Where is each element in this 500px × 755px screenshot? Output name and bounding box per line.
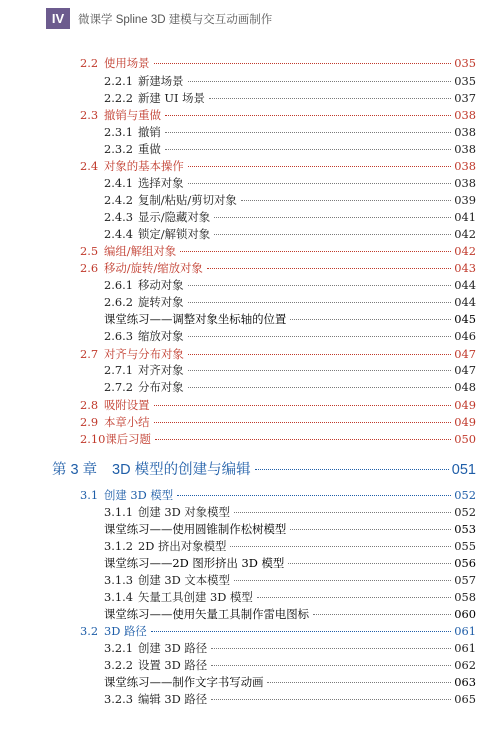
dot-leader — [188, 81, 452, 82]
toc-number: 3.1 — [80, 488, 99, 502]
toc-title: 对象的基本操作 — [104, 159, 184, 173]
toc-number: 2.2.1 — [104, 74, 133, 88]
dot-leader — [211, 648, 451, 649]
toc-title: 2D 挤出对象模型 — [138, 539, 227, 553]
toc-title: 课堂练习——使用矢量工具制作雷电图标 — [104, 607, 310, 621]
toc-title: 本章小结 — [104, 415, 150, 429]
toc-page-number: 061 — [454, 624, 476, 638]
toc-title: 撤销与重做 — [104, 108, 161, 122]
toc-subsection — [104, 328, 476, 344]
toc-number: 2.4.2 — [104, 193, 133, 207]
toc-page-number: 049 — [454, 415, 476, 429]
toc-title: 课后习题 — [105, 432, 151, 446]
toc-section — [80, 107, 476, 123]
dot-leader — [188, 336, 452, 337]
toc-number: 3.2.2 — [104, 658, 133, 672]
toc-number: 3.1.4 — [104, 590, 133, 604]
toc-page-number: 049 — [454, 398, 476, 412]
toc-title: 创建 3D 对象模型 — [138, 505, 230, 519]
toc-title: 编组/解组对象 — [104, 244, 177, 258]
book-title: 微课学 Spline 3D 建模与交互动画制作 — [78, 14, 273, 26]
toc-page-number: 065 — [454, 692, 476, 706]
toc-subsection — [104, 124, 476, 140]
toc-title: 分布对象 — [138, 380, 184, 394]
toc-number: 2.7 — [80, 347, 99, 361]
dot-leader — [255, 469, 449, 470]
dot-leader — [230, 546, 451, 547]
dot-leader — [155, 439, 451, 440]
toc-chapter — [52, 460, 476, 480]
dot-leader — [234, 512, 451, 513]
toc-section — [80, 623, 476, 639]
toc-title: 3D 模型的创建与编辑 — [112, 462, 251, 478]
toc-page-number: 058 — [454, 590, 476, 604]
dot-leader — [165, 149, 451, 150]
toc-title: 使用场景 — [104, 56, 150, 70]
dot-leader — [154, 422, 452, 423]
dot-leader — [165, 132, 451, 133]
toc-number: 2.4.3 — [104, 210, 133, 224]
toc-title: 撤销 — [138, 125, 161, 139]
page-number-badge: IV — [46, 8, 70, 29]
toc-page-number: 052 — [454, 505, 476, 519]
dot-leader — [290, 529, 451, 530]
toc-page-number: 037 — [454, 91, 476, 105]
toc-page-number: 044 — [454, 278, 476, 292]
toc-page-number: 038 — [454, 125, 476, 139]
toc-page-number: 048 — [454, 380, 476, 394]
toc-subsection — [104, 640, 476, 656]
toc-subsection — [104, 538, 476, 554]
toc-section — [80, 414, 476, 430]
toc-page-number: 047 — [454, 347, 476, 361]
toc-subsection — [104, 504, 476, 520]
dot-leader — [188, 183, 452, 184]
toc-page-number: 050 — [454, 432, 476, 446]
toc-subsection — [104, 141, 476, 157]
toc-number: 2.5 — [80, 244, 99, 258]
toc-section — [80, 158, 476, 174]
toc-number: 2.4 — [80, 159, 99, 173]
toc-title: 课堂练习——制作文字书写动画 — [104, 675, 264, 689]
toc-number: 3.1.3 — [104, 573, 133, 587]
dot-leader — [188, 370, 452, 371]
toc-page-number: 035 — [454, 74, 476, 88]
toc-subsection — [104, 175, 476, 191]
toc-page-number: 039 — [454, 193, 476, 207]
toc-number: 3.1.1 — [104, 505, 133, 519]
toc-title: 缩放对象 — [138, 329, 184, 343]
toc-number: 2.10 — [80, 432, 106, 446]
toc-title: 复制/粘贴/剪切对象 — [138, 193, 237, 207]
dot-leader — [241, 200, 451, 201]
toc-number: 2.2.2 — [104, 91, 133, 105]
dot-leader — [154, 63, 452, 64]
toc-exercise — [104, 521, 476, 537]
toc-section — [80, 346, 476, 362]
dot-leader — [188, 302, 452, 303]
toc-title: 创建 3D 路径 — [138, 641, 208, 655]
dot-leader — [257, 597, 452, 598]
toc-title: 显示/隐藏对象 — [138, 210, 211, 224]
toc-exercise — [104, 311, 476, 327]
toc-subsection — [104, 589, 476, 605]
toc-number: 2.4.1 — [104, 176, 133, 190]
toc-number: 2.3.1 — [104, 125, 133, 139]
dot-leader — [234, 580, 451, 581]
toc-page-number: 056 — [454, 556, 476, 570]
toc-subsection — [104, 379, 476, 395]
toc-page-number: 038 — [454, 108, 476, 122]
toc-page-number: 060 — [454, 607, 476, 621]
toc-title: 课堂练习——使用圆锥制作松树模型 — [104, 522, 287, 536]
toc-page-number: 047 — [454, 363, 476, 377]
toc-section — [80, 55, 476, 71]
dot-leader — [313, 614, 451, 615]
toc-page-number: 035 — [454, 56, 476, 70]
dot-leader — [165, 115, 451, 116]
toc-subsection — [104, 73, 476, 89]
toc-number: 2.4.4 — [104, 227, 133, 241]
toc-section — [80, 487, 476, 503]
toc-title: 移动/旋转/缩放对象 — [104, 261, 203, 275]
toc-page-number: 043 — [454, 261, 476, 275]
toc-page-number: 038 — [454, 142, 476, 156]
toc-subsection — [104, 226, 476, 242]
toc-number: 2.7.1 — [104, 363, 133, 377]
toc-number: 2.6.1 — [104, 278, 133, 292]
toc-subsection — [104, 294, 476, 310]
dot-leader — [207, 268, 451, 269]
toc-number: 2.6.3 — [104, 329, 133, 343]
toc-title: 矢量工具创建 3D 模型 — [138, 590, 253, 604]
toc-number: 3.2 — [80, 624, 99, 638]
toc-title: 新建 UI 场景 — [138, 91, 205, 105]
toc-number: 2.7.2 — [104, 380, 133, 394]
toc-exercise — [104, 555, 476, 571]
toc-section — [80, 431, 476, 447]
toc-number: 2.2 — [80, 56, 99, 70]
toc-number: 3.2.1 — [104, 641, 133, 655]
dot-leader — [209, 98, 451, 99]
toc-title: 编辑 3D 路径 — [138, 692, 208, 706]
toc-number: 2.3.2 — [104, 142, 133, 156]
toc-page-number: 042 — [454, 227, 476, 241]
toc-page-number: 053 — [454, 522, 476, 536]
toc-number: 3.1.2 — [104, 539, 133, 553]
toc-number: 2.6 — [80, 261, 99, 275]
dot-leader — [154, 405, 452, 406]
toc-title: 课堂练习——调整对象坐标轴的位置 — [104, 312, 287, 326]
toc-page-number: 045 — [454, 312, 476, 326]
toc-page-number: 038 — [454, 159, 476, 173]
toc-title: 选择对象 — [138, 176, 184, 190]
dot-leader — [211, 699, 451, 700]
toc-title: 新建场景 — [138, 74, 184, 88]
dot-leader — [177, 495, 451, 496]
toc-subsection — [104, 362, 476, 378]
toc-page-number: 044 — [454, 295, 476, 309]
toc-page-number: 042 — [454, 244, 476, 258]
dot-leader — [211, 665, 451, 666]
toc-title: 锁定/解锁对象 — [138, 227, 211, 241]
page-header — [0, 0, 500, 34]
toc-page-number: 055 — [454, 539, 476, 553]
toc-title: 旋转对象 — [138, 295, 184, 309]
toc-number: 2.8 — [80, 398, 99, 412]
toc-section — [80, 397, 476, 413]
dot-leader — [214, 234, 451, 235]
toc-subsection — [104, 691, 476, 707]
toc-title: 对齐对象 — [138, 363, 184, 377]
toc-title: 对齐与分布对象 — [104, 347, 184, 361]
toc-title: 移动对象 — [138, 278, 184, 292]
dot-leader — [151, 631, 451, 632]
toc-number: 3.2.3 — [104, 692, 133, 706]
toc-page-number: 052 — [454, 488, 476, 502]
toc-title: 创建 3D 模型 — [104, 488, 174, 502]
dot-leader — [214, 217, 451, 218]
dot-leader — [188, 166, 452, 167]
toc-subsection — [104, 90, 476, 106]
toc-subsection — [104, 192, 476, 208]
toc-number: 2.3 — [80, 108, 99, 122]
toc-title: 3D 路径 — [104, 624, 147, 638]
toc-subsection — [104, 209, 476, 225]
toc-page-number: 051 — [451, 462, 476, 478]
toc-page-number: 041 — [454, 210, 476, 224]
toc-section — [80, 243, 476, 259]
toc-section — [80, 260, 476, 276]
toc-exercise — [104, 674, 476, 690]
toc-title: 创建 3D 文本模型 — [138, 573, 230, 587]
toc-page-number: 038 — [454, 176, 476, 190]
dot-leader — [188, 285, 452, 286]
toc-title: 设置 3D 路径 — [138, 658, 208, 672]
toc-number: 第 3 章 — [52, 462, 98, 478]
toc-number: 2.6.2 — [104, 295, 133, 309]
toc-subsection — [104, 277, 476, 293]
toc-title: 吸附设置 — [104, 398, 150, 412]
dot-leader — [180, 251, 451, 252]
dot-leader — [188, 387, 452, 388]
toc-page-number: 057 — [454, 573, 476, 587]
toc-number: 2.9 — [80, 415, 99, 429]
dot-leader — [288, 563, 451, 564]
toc-page-number: 062 — [454, 658, 476, 672]
dot-leader — [290, 319, 451, 320]
toc-title: 重做 — [138, 142, 161, 156]
dot-leader — [267, 682, 451, 683]
toc-page-number: 046 — [454, 329, 476, 343]
toc-exercise — [104, 606, 476, 622]
toc-page-number: 061 — [454, 641, 476, 655]
dot-leader — [188, 354, 452, 355]
toc-subsection — [104, 572, 476, 588]
toc-page-number: 063 — [454, 675, 476, 689]
toc-title: 课堂练习——2D 图形挤出 3D 模型 — [104, 556, 285, 570]
toc-subsection — [104, 657, 476, 673]
